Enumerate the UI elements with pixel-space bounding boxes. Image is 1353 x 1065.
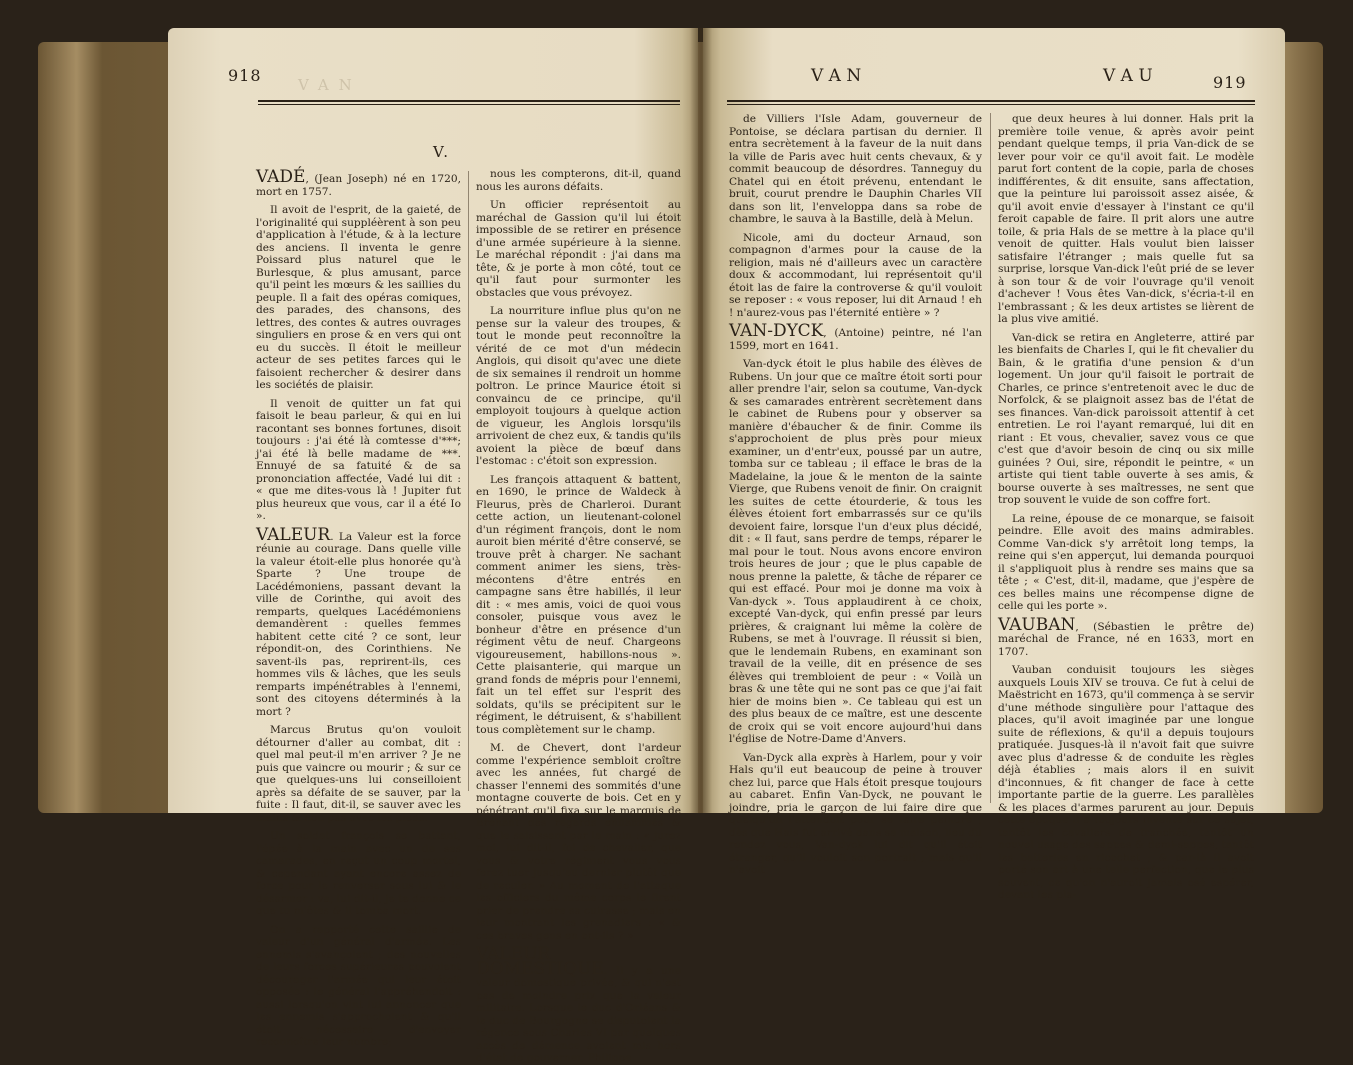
paragraph-text: Il avoit de l'esprit, de la gaieté, de l'originalité qui suppléèrent à son peu d'application à l'étude, & à la lecture des anciens. Il inventa le genre Poissard plus naturel que le Burlesque, & plus amusant, parce qu'il peint les mœurs & les saillies du peuple. Il a fait des opéras comiques, des parades, des chansons, des lettres, des contes & autres ouvrages singuliers en prose & en vers qui ont eu du succès. Il étoit le meilleur acteur de ses petites farces qui le faisoient rechercher & desirer dans les sociétés de plaisir.	[256, 204, 461, 391]
left-column-2	[476, 168, 681, 1064]
paragraph	[998, 513, 1254, 613]
paragraph-text: La nourriture influe plus qu'on ne pense sur la valeur des troupes, & tout le monde peut reconnoître la vérité de ce mot d'un médecin Anglois, qui disoit qu'avec une diete de six semaines il rendroit un homme poltron. Le prince Maurice étoit si convaincu de ce principe, qu'il employoit toujours à quelque action de vigueur, les Anglois lorsqu'ils arrivoient de chez eux, & tandis qu'ils avoient la pièce de bœuf dans l'estomac : c'étoit son expression.	[476, 305, 681, 467]
paragraph-text: Un officier représentoit au maréchal de Gassion qu'il lui étoit impossible de se retirer en présence d'une armée supérieure à la sienne. Le maréchal répondit : j'ai dans ma tête, & je porte à mon côté, tout ce qu'il faut pour surmonter les obstacles que vous prévoyez.	[476, 199, 681, 299]
entry-headword: VAUBAN	[998, 614, 1076, 635]
paragraph-text: que deux heures à lui donner. Hals prit la première toile venue, & après avoir peint pendant quelque temps, il pria Van-dick de se lever pour voir ce qu'il avoit fait. Le modèle parut fort content de la copie, parla de choses indifférentes, & dit ensuite, sans affectation, que la peinture lui paroissoit assez aisée, & qu'il avoit envie d'essayer à l'instant ce qu'il feroit capable de faire. Il prit alors une autre toile, & pria Hals de se mettre à la place qu'il venoit de quitter. Hals voulut bien laisser satisfaire l'étranger ; mais quelle fut sa surprise, lorsque Van-dick l'eût prié de se lever à son tour & de voir l'ouvrage qu'il venoit d'achever ! Vous êtes Van-dick, s'écria-t-il en l'embrassant ; & les deux artistes se lièrent de la plus vive amitié.	[998, 113, 1254, 325]
left-page	[168, 28, 698, 1064]
paragraph-text: , (Antoine) peintre, né l'an 1599, mort en 1641.	[729, 327, 982, 352]
header-rule-thin	[258, 104, 680, 105]
paragraph-text: , (Jean Joseph) né en 1720, mort en 1757.	[256, 173, 461, 198]
paragraph-text: Van-dyck étoit le plus habile des élèves de Rubens. Un jour que ce maître étoit sorti pour aller prendre l'air, selon sa coutume, Van-dyck & ses camarades entrèrent secrètement dans le cabinet de Rubens pour y observer sa manière d'ébaucher & de finir. Comme ils s'approchoient de plus près pour mieux examiner, un d'entr'eux, poussé par un autre, tomba sur ce tableau ; il efface le bras de la Madelaine, la joue & le menton de la sainte Vierge, que Rubens venoit de finir. On craignit les suites de cette étourderie, & tous les élèves étoient fort embarrassés sur ce qu'ils devoient faire, lorsque l'un d'eux plus décidé, dit : « Il faut, sans perdre de temps, réparer le mal pour le tout. Nous avons encore environ trois heures de jour ; que le plus capable de nous prenne la palette, & tâche de réparer ce qui est effacé. Pour moi je donne ma voix à Van-dyck ». Tous applaudirent à ce choix, excepté Van-dyck, qui enfin pressé par leurs prières, & craignant lui même la colère de Rubens, se met à l'ouvrage. Il réussit si bien, que le lendemain Rubens, en examinant son travail de la veille, dit en présence de ses élèves qui trembloient de peur : « Voilà un bras & une tête qui ne sont pas ce que j'ai fait hier de moins bien ». Ce tableau qui est un des plus beaux de ce maître, est une descente de croix qui se voit encore aujourd'hui dans l'église de Notre-Dame d'Anvers.	[729, 358, 982, 745]
paragraph	[476, 742, 681, 942]
paragraph	[998, 332, 1254, 507]
paragraph	[998, 664, 1254, 902]
paragraph	[476, 168, 681, 193]
entry-headword: VAN-DYCK	[729, 321, 824, 341]
right-column-2	[998, 113, 1254, 901]
paragraph-text: M. de Chevert, dont l'ardeur comme l'expérience sembloit croître avec les années, fut chargé de chasser l'ennemi des sommités d'une montagne couverte de bois. Cet en y pénétrant qu'il fixa sur le marquis de Bréhant des regards enflammés & que le saisissant par la main : « jurez moi, lui dit-il, foi de chevalier, que vous & votre régiment vous vous ferez tuer jusqu'au dernier plutôt que de reculer. » Au moment de l'attaque les officiers du même corps le firent prier de prendre sa cuirasse ; mais en leur montrant les grenadiers : « & ces braves gens en ont-ils ? »	[476, 742, 681, 942]
paragraph	[729, 358, 982, 746]
paragraph-text: Marcus Brutus qu'on vouloit détourner d'aller au combat, dit : quel mal peut-il m'en arriver ? Je ne puis que vaincre ou mourir ; & sur ce que quelques-uns lui conseilloient après sa défaite de se sauver, par la fuite : Il faut, dit-il, se sauver avec les mains & non pas avec les pieds.	[256, 724, 461, 824]
paragraph-text: nous les compterons, dit-il, quand nous les aurons défaits.	[476, 168, 681, 193]
paragraph	[476, 474, 681, 737]
paragraph	[729, 752, 982, 877]
book-gutter	[690, 28, 712, 813]
show-through-text: VAN	[298, 76, 362, 94]
paragraph-text: La reine, épouse de ce monarque, se faisoit peindre. Elle avoit des mains admirables. Comme Van-dick s'y arrêtoit long temps, la reine qui s'en apperçut, lui demanda pourquoi il s'appliquoit plus à rendre ses mains que sa tête ; « C'est, dit-il, madame, que j'espère de ces belles mains une récompense digne de celle qui les porte ».	[998, 512, 1254, 612]
paragraph-text: Nicole, ami du docteur Arnaud, son compagnon d'armes pour la cause de la religion, mais né d'ailleurs avec un caractère doux & accommodant, lui représentoit qu'il étoit las de faire la controverse & qu'il vouloit se reposer : « vous reposer, lui dit Arnaud ! eh ! n'aurez-vous pas l'éternité entière » ?	[729, 231, 982, 319]
paragraph	[256, 167, 461, 198]
paragraph	[256, 830, 461, 918]
paragraph-text: . La Valeur est la force réunie au courage. Dans quelle ville la valeur étoit-elle plus honorée qu'à Sparte ? Une troupe de Lacédémoniens, passant devant la ville de Corinthe, qui avoit des remparts, quelques Lacédémoniens demandèrent : quelles femmes habitent cette cité ? ce sont, leur répondit-on, des Corinthiens. Ne savent-ils pas, reprirent-ils, ces hommes vils & lâches, que les seuls remparts impénétrables à l'ennemi, sont des citoyens déterminés à la mort ?	[256, 530, 461, 718]
paragraph-text: Les françois attaquent & battent, en 1690, le prince de Waldeck à Fleurus, près de Charleroi. Durant cette action, un lieutenant-colonel d'un régiment françois, dont le nom auroit bien mérité d'être conservé, se trouve prêt à charger. Ne sachant comment animer les siens, très-mécontens d'être entrés en campagne sans être habillés, il leur dit : « mes amis, voici de quoi vous consoler, puisque vous avez le bonheur d'être en présence d'un régiment vêtu de neuf. Chargeons vigoureusement, habillons-nous ». Cette plaisanterie, qui marque un grand fonds de mépris pour l'ennemi, fait un tel effet sur l'esprit des soldats, qu'ils se précipitent sur le régiment, le détruisent, & s'habillent tous complètement sur le champ.	[476, 473, 681, 736]
left-page-number: 918	[228, 66, 262, 85]
paragraph	[256, 924, 461, 1049]
paragraph	[476, 199, 681, 299]
paragraph	[729, 113, 982, 226]
column-divider	[990, 113, 991, 803]
header-rule-thin	[727, 104, 1255, 105]
paragraph-text: Vauban conduisit toujours les sièges auxquels Louis XIV se trouva. Ce fut à celui de Maëstricht en 1673, qu'il commença à se servir d'une méthode singulière pour l'attaque des places, qu'il avoit imaginée par une longue suite de réflexions, & qu'il a depuis toujours pratiquée. Jusques-là il n'avoit fait que suivre avec plus d'adresse & de conduite les règles déjà établies ; mais alors il en suivit d'inconnues, & fit changer de face à cette importante partie de la guerre. Les parallèles & les places d'armes parurent au jour. Depuis cette époque il a toujours inventé sur ce sujet, tantôt les cavaliers de tranchée, tantôt un nouvel usage des sappes & demi-sappes, tantôt les batteries en ricochet ; & par-là il avoit porté son art à une telle perfection, que le plus souvent, ce qu'on n'auroit jamais osé espérer, devant les pla-	[998, 664, 1254, 901]
paragraph	[476, 944, 681, 1065]
entry-headword: VALEUR	[256, 524, 331, 545]
right-page-number: 919	[1213, 73, 1247, 92]
paragraph	[256, 204, 461, 392]
paragraph-text: . Il y a une valeur domestique privée, & qui n'est pas de moindre prix que la valeur militaire. Lorsque le duc d'Orléans & le duc de Bourgogne se disputoient la régence sous Charles VI par quelques accès de démence avoient mis hors d'état de gouverner, Philippe	[476, 964, 681, 1064]
paragraph	[729, 232, 982, 320]
right-page	[703, 28, 1285, 901]
right-column-1	[729, 113, 982, 876]
paragraph	[256, 398, 461, 523]
header-rule	[727, 100, 1255, 102]
paragraph-text: Van-Dyck alla exprès à Harlem, pour y voir Hals qu'il eut beaucoup de peine à trouver chez lui, parce que Hals étoit presque toujours au cabaret. Enfin Van-Dyck, ne pouvant le joindre, pria le garçon de lui faire dire que quelqu'un l'attendoit pour se faire peindre ; dès que Hals fut arrivé dans sa maison, lieu du rendez vous, Van-dyck lui dit qu'il étoit étranger, qu'il vouloit son portrait ; mais qu'il n'avoit	[729, 751, 982, 876]
running-head-left: V A N	[811, 66, 862, 86]
running-head-right: V A U	[1103, 66, 1153, 86]
left-column-1	[256, 167, 461, 1048]
paragraph-text: On a rapporté cette saillie de valeur d'un général d'armée. Les ennemis s'avançoient ; des nouvelles de leurs forces supérieures pouvoient décourager l'armée qui leur étoit opposée : le général l'appréhendoit : aussi lorsqu'on vint lui annoncer que les ennemis s'approchoient & qu'il étoit nécessaire d'envoyer reconnoître leur nombre;	[256, 923, 461, 1048]
entry-headword: VALEUR DOMESTIQUE	[476, 944, 604, 979]
paragraph-text: de Villiers l'Isle Adam, gouverneur de Pontoise, se déclara partisan du dernier. Il entra secrètement à la faveur de la nuit dans la ville de Paris avec huit cents chevaux, & y commit beaucoup de désordres. Tanneguy du Chatel qui en étoit prévenu, entendant le bruit, courut prendre le Dauphin Charles VII dans son lit, l'enveloppa dans sa robe de chambre, le sauva à la Bastille, delà à Melun.	[729, 113, 982, 225]
paragraph	[256, 724, 461, 824]
paragraph-text: Il venoit de quitter un fat qui faisoit le beau parleur, & qui en lui racontant ses bonnes fortunes, disoit toujours : j'ai été là comtesse d'***; j'ai été là belle madame de ***. Ennuyé de sa fatuité & de sa prononciation affectée, Vadé lui dit : « que me dites-vous là ! Jupiter fut plus heureux que vous, car il a été Io ».	[256, 397, 461, 522]
section-letter: V.	[433, 143, 450, 161]
paragraph	[998, 614, 1254, 659]
paragraph-text: , (Sébastien le prêtre de) maréchal de France, né en 1633, mort en 1707.	[998, 620, 1254, 658]
paragraph	[256, 524, 461, 719]
paragraph	[998, 113, 1254, 326]
paragraph	[729, 321, 982, 352]
paragraph-text: Van-dick se retira en Angleterre, attiré par les bienfaits de Charles I, qui le fit chevalier du Bain, & le gratifia d'une pension & d'un logement. Un jour qu'il faisoit le portrait de Charles, ce prince s'entretenoit avec le duc de Norfolck, & se plaignoit assez bas de l'état de ses finances. Van-dick paroissoit attentif à cet entretien. Le roi l'ayant remarqué, lui dit en riant : Et vous, chevalier, savez vous ce que c'est que d'avoir besoin de cinq ou six mille guinées ? Oui, sire, répondit le peintre, « un artiste qui tient table ouverte à ses amis, & bourse ouverte à ses maîtresses, ne sent que trop souvent le vuide de son coffre fort.	[998, 331, 1254, 506]
paragraph	[476, 305, 681, 468]
paragraph-text: Un soldat françois se battant, l'épée à la main avec un de ses camarades, en reçut un coup mortel, & cependant ayant encore assez de force pour le renverser sous lui & le désarmer : va, lui dit-il, je te donne ce que tu m'ôtes & il tomba mort.	[256, 830, 461, 917]
header-rule	[258, 100, 680, 102]
entry-headword: VADÉ	[256, 167, 306, 187]
column-divider	[468, 171, 469, 791]
